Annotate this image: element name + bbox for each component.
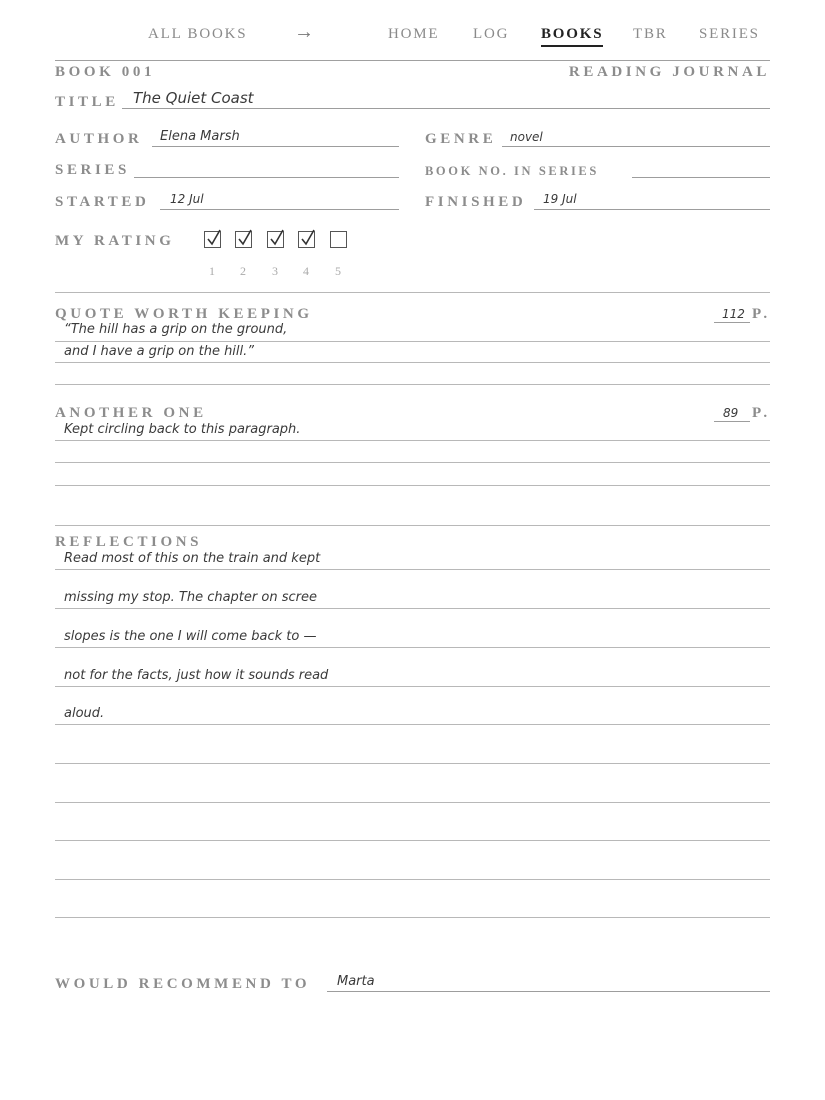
reflection-line (55, 802, 770, 803)
quote-line-1 (55, 341, 770, 342)
another-quote-page-number[interactable]: 89 (723, 406, 739, 420)
book-number: BOOK 001 (55, 64, 156, 80)
rating-number-1: 1 (209, 264, 215, 278)
book-no-line[interactable] (632, 177, 770, 178)
nav-home[interactable]: HOME (388, 26, 440, 42)
genre-value[interactable]: novel (510, 130, 543, 144)
series-line[interactable] (134, 177, 399, 178)
rating-checkbox-5[interactable] (330, 231, 347, 248)
another-quote-text-line[interactable]: Kept circling back to this paragraph. (64, 422, 301, 437)
quote-line-3 (55, 384, 770, 385)
rating-number-5: 5 (335, 264, 341, 278)
checkmark-icon (300, 229, 316, 247)
title-value[interactable]: The Quiet Coast (133, 89, 254, 107)
series-label: SERIES (55, 162, 130, 178)
finished-value[interactable]: 19 Jul (543, 192, 577, 206)
header-divider (55, 60, 770, 61)
finished-label: FINISHED (425, 194, 527, 210)
rating-checkbox-3[interactable] (267, 231, 284, 248)
reflection-line (55, 917, 770, 918)
nav-books[interactable]: BOOKS (541, 26, 603, 47)
quote-page-suffix: P. (752, 306, 771, 322)
nav-tbr[interactable]: TBR (633, 26, 668, 42)
nav-series[interactable]: SERIES (699, 26, 760, 42)
title-line[interactable] (122, 108, 770, 109)
quote-line-2 (55, 362, 770, 363)
rating-label: MY RATING (55, 233, 175, 249)
reflection-text-line[interactable]: aloud. (64, 706, 105, 721)
rating-checkbox-4[interactable] (298, 231, 315, 248)
recommend-label: WOULD RECOMMEND TO (55, 976, 311, 992)
checkmark-icon (237, 229, 253, 247)
another-quote-page-suffix: P. (752, 405, 771, 421)
reflection-text-line[interactable]: slopes is the one I will come back to — (64, 629, 317, 644)
rating-number-3: 3 (272, 264, 278, 278)
nav-log[interactable]: LOG (473, 26, 510, 42)
reflection-line (55, 840, 770, 841)
reflection-line (55, 879, 770, 880)
reflections-label: REFLECTIONS (55, 534, 203, 550)
author-value[interactable]: Elena Marsh (160, 129, 240, 144)
reflection-line (55, 647, 770, 648)
reflection-text-line[interactable]: Read most of this on the train and kept (64, 551, 321, 566)
reflection-line (55, 724, 770, 725)
started-value[interactable]: 12 Jul (170, 192, 204, 206)
rating-number-4: 4 (303, 264, 309, 278)
reflection-line (55, 569, 770, 570)
book-no-label: BOOK NO. IN SERIES (425, 164, 599, 178)
section-divider (55, 525, 770, 526)
checkmark-icon (269, 229, 285, 247)
another-quote-label: ANOTHER ONE (55, 405, 207, 421)
genre-line[interactable] (502, 146, 770, 147)
rating-checkbox-1[interactable] (204, 231, 221, 248)
quote-text-line[interactable]: “The hill has a grip on the ground, (64, 322, 288, 337)
arrow-right-icon: → (294, 21, 314, 43)
genre-label: GENRE (425, 131, 497, 147)
journal-title: READING JOURNAL (568, 64, 770, 80)
started-line[interactable] (160, 209, 399, 210)
another-quote-page-line[interactable] (714, 421, 750, 422)
another-quote-line-2 (55, 462, 770, 463)
reflection-line (55, 763, 770, 764)
author-line[interactable] (152, 146, 399, 147)
checkmark-icon (206, 229, 222, 247)
reflection-line (55, 608, 770, 609)
reflection-text-line[interactable]: not for the facts, just how it sounds read (64, 668, 329, 683)
section-divider (55, 292, 770, 293)
quote-label: QUOTE WORTH KEEPING (55, 306, 313, 322)
reflection-text-line[interactable]: missing my stop. The chapter on scree (64, 590, 317, 605)
finished-line[interactable] (534, 209, 770, 210)
quote-page-line[interactable] (714, 322, 750, 323)
recommend-value[interactable]: Marta (337, 974, 375, 989)
nav-all-books[interactable]: ALL BOOKS (148, 26, 248, 42)
title-label: TITLE (55, 94, 119, 110)
rating-checkbox-2[interactable] (235, 231, 252, 248)
rating-number-2: 2 (240, 264, 246, 278)
reflection-line (55, 686, 770, 687)
quote-text-line[interactable]: and I have a grip on the hill.” (64, 344, 255, 359)
recommend-line[interactable] (327, 991, 770, 992)
quote-page-number[interactable]: 112 (722, 307, 745, 321)
author-label: AUTHOR (55, 131, 143, 147)
another-quote-line-1 (55, 440, 770, 441)
started-label: STARTED (55, 194, 150, 210)
another-quote-line-3 (55, 485, 770, 486)
